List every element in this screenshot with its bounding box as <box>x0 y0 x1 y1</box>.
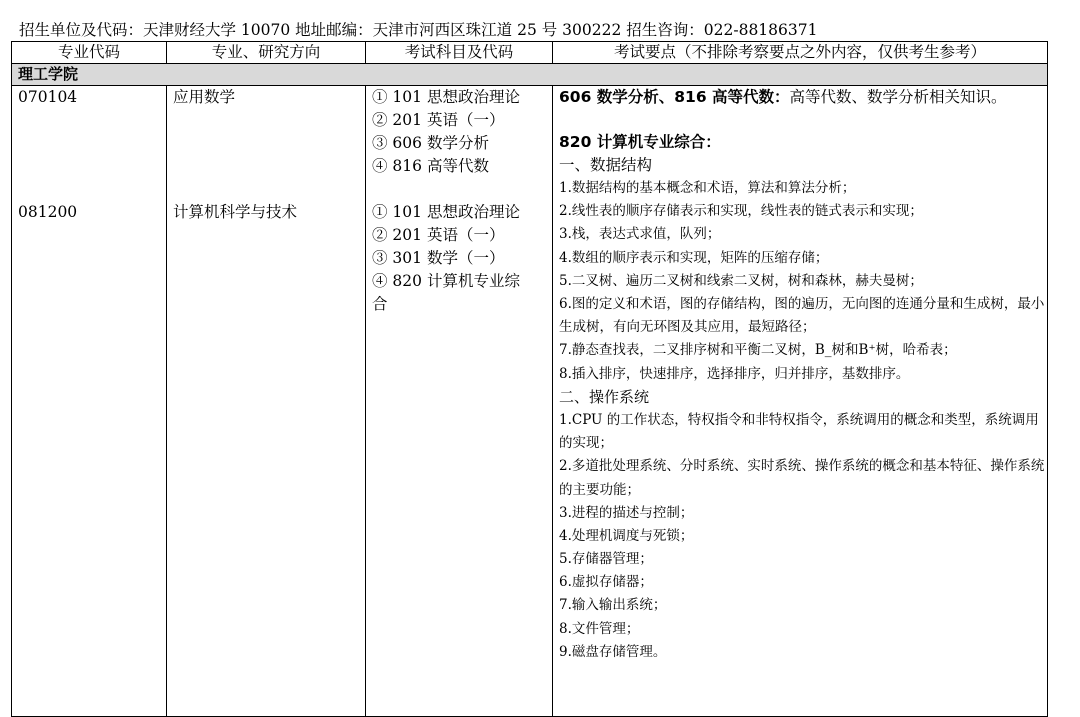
subjects-cell <box>366 86 553 717</box>
list-item: 1.数据结构的基本概念和术语，算法和算法分析； <box>559 180 856 196</box>
subject-item: ① 101 思想政治理论 <box>372 203 520 221</box>
list-item: 5.二叉树、遍历二叉树和线索二叉树，树和森林，赫夫曼树； <box>559 272 923 289</box>
list-item: 6.图的定义和术语，图的存储结构，图的遍历，无向图的连通分量和生成树，最小生成树，有向无环图及其应用，最短路径； <box>559 295 1045 336</box>
points-ds-heading: 一、数据结构 <box>559 156 653 174</box>
major-code-2: 081200 <box>18 203 78 221</box>
col-header-major-code: 专业代码 <box>12 42 167 64</box>
subject-item: ③ 301 数学（一） <box>372 249 505 267</box>
list-item: 1.CPU 的工作状态，特权指令和非特权指令，系统调用的概念和类型，系统调用的实现； <box>559 411 1039 452</box>
table-header-row <box>12 42 1048 64</box>
major-code-cell <box>12 86 167 717</box>
list-item: 2.多道批处理系统、分时系统、实时系统、操作系统的概念和基本特征、操作系统的主要功能； <box>559 458 1045 498</box>
list-item: 9.磁盘存储管理。 <box>559 643 667 660</box>
list-item: 5.存储器管理； <box>559 551 653 568</box>
section-title: 理工学院 <box>12 64 1048 86</box>
subject-item: 合 <box>372 295 388 313</box>
points-math <box>559 86 1047 109</box>
subject-item: ④ 820 计算机专业综 <box>372 272 520 290</box>
col-header-subjects: 考试科目及代码 <box>366 42 553 64</box>
list-item: 8.插入排序，快速排序，选择排序，归并排序，基数排序。 <box>559 365 910 382</box>
list-item: 3.进程的描述与控制； <box>559 504 694 521</box>
list-item: 7.输入输出系统； <box>559 597 667 614</box>
points-cs-title: 820 计算机专业综合： <box>559 133 721 151</box>
exam-table <box>11 41 1048 717</box>
points-math-title: 606 数学分析、816 高等代数： <box>559 88 790 106</box>
list-item: 4.处理机调度与死锁； <box>559 527 694 544</box>
list-item: 7.静态查找表，二叉排序树和平衡二叉树，B_树和B⁺树，哈希表； <box>559 342 957 359</box>
major-name-cell <box>167 86 366 717</box>
subject-item: ② 201 英语（一） <box>372 226 505 244</box>
subject-item: ④ 816 高等代数 <box>372 157 489 175</box>
major-name-1: 应用数学 <box>173 88 236 106</box>
major-name-2: 计算机科学与技术 <box>173 203 298 221</box>
points-os-heading: 二、操作系统 <box>559 387 650 406</box>
list-item: 8.文件管理； <box>559 620 640 637</box>
points-math-text: 高等代数、数学分析相关知识。 <box>789 88 1007 106</box>
subject-item: ③ 606 数学分析 <box>372 134 489 152</box>
list-item: 3.栈，表达式求值，队列； <box>559 226 721 243</box>
subject-item: ① 101 思想政治理论 <box>372 88 520 106</box>
col-header-major-name: 专业、研究方向 <box>167 42 366 64</box>
subject-item: ② 201 英语（一） <box>372 111 505 129</box>
list-item: 2.线性表的顺序存储表示和实现，线性表的链式表示和实现； <box>559 203 923 220</box>
admission-header: 招生单位及代码：天津财经大学 10070 地址邮编：天津市河西区珠江道 25 号 300222 招生咨询：022-88186371 <box>19 21 818 39</box>
col-header-exam-points: 考试要点（不排除考察要点之外内容，仅供考生参考） <box>553 42 1048 64</box>
list-item: 6.虚拟存储器； <box>559 574 653 591</box>
list-item: 4.数组的顺序表示和实现，矩阵的压缩存储； <box>559 249 829 266</box>
section-row <box>12 64 1048 86</box>
table-row <box>12 86 1048 717</box>
major-code-1: 070104 <box>18 88 78 106</box>
exam-points-cell <box>553 86 1048 717</box>
